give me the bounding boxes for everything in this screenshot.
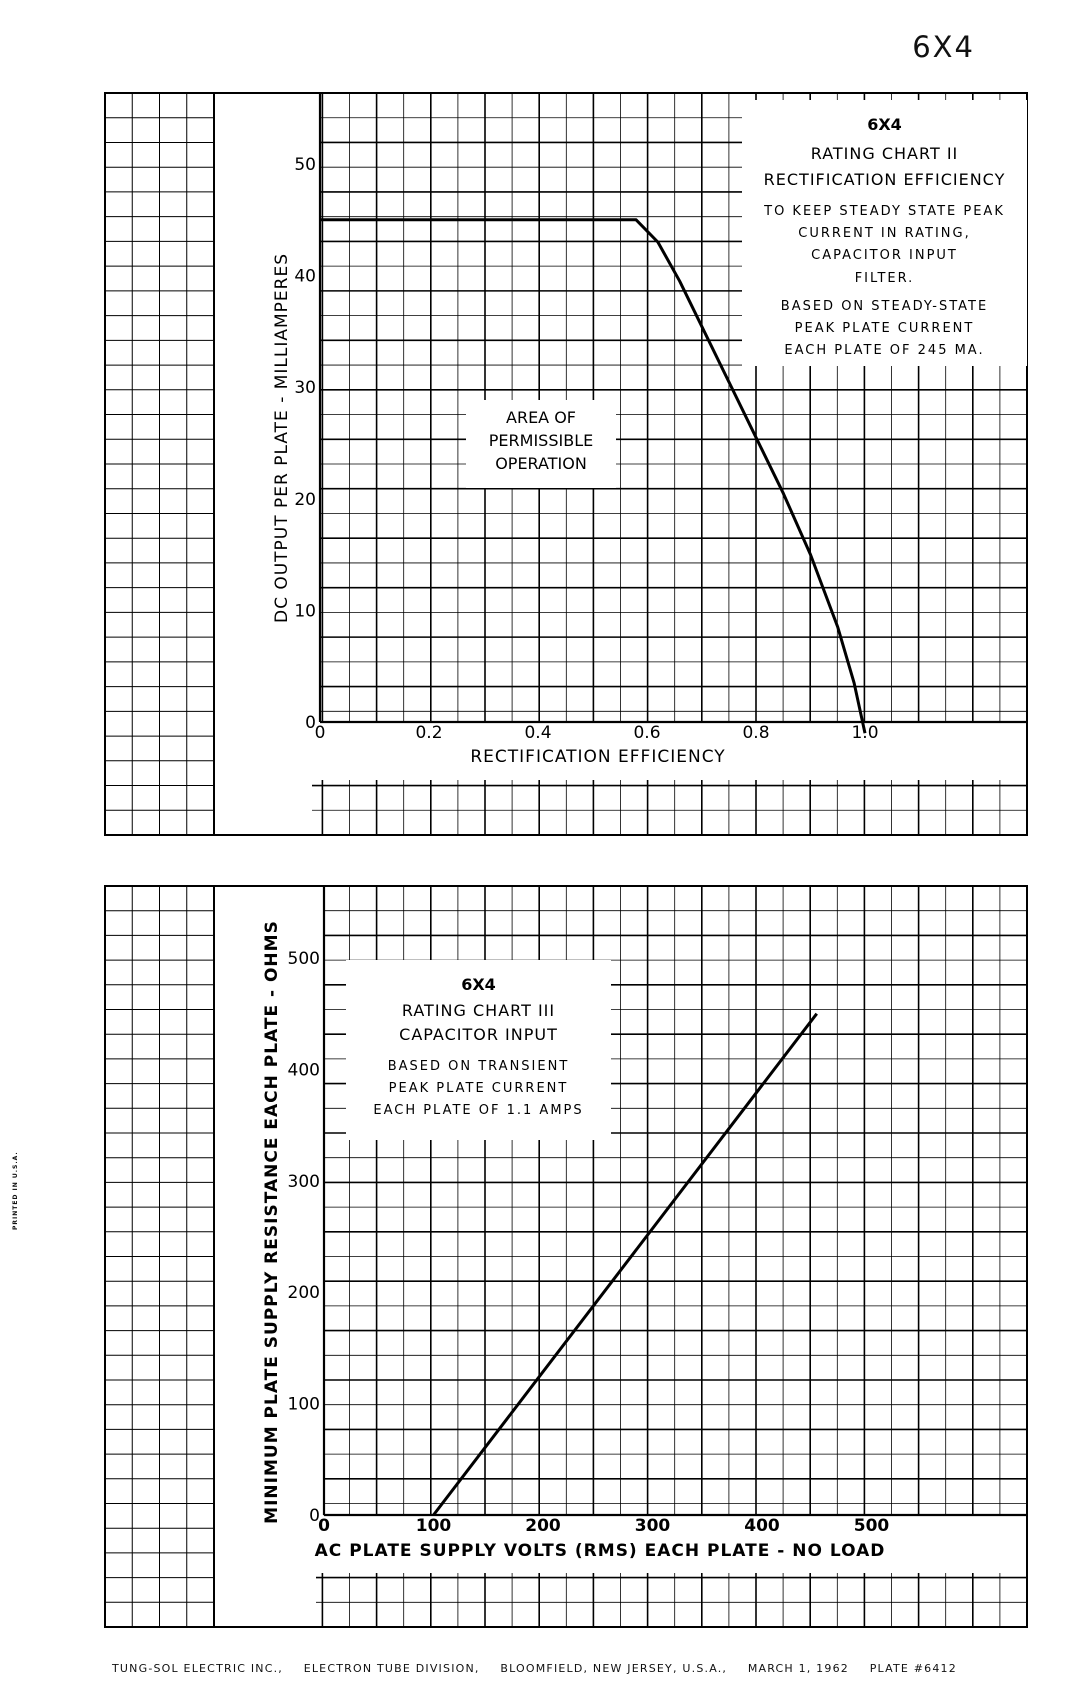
y-tick-label: 300 xyxy=(287,1171,320,1192)
y-tick-label: 500 xyxy=(287,949,320,969)
chart-note: PEAK PLATE CURRENT xyxy=(388,1081,569,1096)
y-tick-label: 50 xyxy=(294,155,316,175)
footer-location: BLOOMFIELD, NEW JERSEY, U.S.A., xyxy=(500,1662,728,1675)
y-tick-label: 20 xyxy=(294,489,316,510)
x-axis-label: AC PLATE SUPPLY VOLTS (RMS) EACH PLATE - NO LOAD xyxy=(314,1541,886,1561)
x-tick-label: 0.8 xyxy=(742,723,770,743)
footer-date: MARCH 1, 1962 xyxy=(747,1662,849,1675)
annotation-text: AREA OF xyxy=(506,408,576,427)
chart-title: 6X4 xyxy=(867,115,902,134)
chart-note: CAPACITOR INPUT xyxy=(811,248,958,263)
chart-subtitle: RATING CHART II xyxy=(810,144,959,163)
x-tick-label: 1.0 xyxy=(851,723,879,743)
chart-note: EACH PLATE OF 245 MA. xyxy=(784,343,985,358)
x-tick-label: 0.6 xyxy=(633,723,661,743)
y-axis-label-band xyxy=(215,94,319,834)
x-tick-label: 0 xyxy=(318,1516,330,1536)
y-tick-label: 10 xyxy=(294,601,316,622)
x-axis-label: RECTIFICATION EFFICIENCY xyxy=(470,747,726,767)
y-tick-label: 200 xyxy=(287,1283,320,1304)
chart-note: PEAK PLATE CURRENT xyxy=(794,321,975,336)
chart-subtitle: RATING CHART III xyxy=(401,1001,556,1020)
y-axis-label: MINIMUM PLATE SUPPLY RESISTANCE EACH PLATE - OHMS xyxy=(262,920,282,1524)
y-tick-label: 0 xyxy=(309,1506,320,1526)
chart-note: CURRENT IN RATING, xyxy=(798,226,971,241)
y-axis-label: DC OUTPUT PER PLATE - MILLIAMPERES xyxy=(272,252,292,624)
x-tick-label: 0 xyxy=(314,723,326,743)
x-tick-label: 400 xyxy=(744,1516,780,1536)
y-tick-label: 40 xyxy=(294,266,316,287)
chart-2 xyxy=(105,886,1027,1627)
footer-company: TUNG-SOL ELECTRIC INC., xyxy=(112,1662,283,1675)
printed-in-usa-mark: PRINTED IN U.S.A. xyxy=(12,1151,19,1230)
x-tick-label: 0.4 xyxy=(524,723,552,743)
y-tick-label: 100 xyxy=(287,1394,320,1415)
y-tick-label: 30 xyxy=(294,378,316,399)
chart-subtitle: CAPACITOR INPUT xyxy=(399,1025,558,1044)
page-title: 6X4 xyxy=(912,30,975,64)
x-tick-label: 0.2 xyxy=(415,723,443,743)
x-tick-label: 300 xyxy=(634,1516,671,1536)
x-tick-label: 500 xyxy=(853,1516,890,1536)
x-tick-label: 100 xyxy=(415,1516,452,1536)
chart-note: TO KEEP STEADY STATE PEAK xyxy=(764,204,1005,219)
y-tick-label: 0 xyxy=(305,713,316,733)
chart-note: EACH PLATE OF 1.1 AMPS xyxy=(373,1103,584,1118)
footer-division: ELECTRON TUBE DIVISION, xyxy=(303,1662,480,1675)
footer-plate: PLATE #6412 xyxy=(869,1662,957,1675)
y-tick-label: 400 xyxy=(287,1060,320,1081)
chart-1 xyxy=(105,93,1027,835)
chart-subtitle: RECTIFICATION EFFICIENCY xyxy=(763,170,1006,189)
chart-note: FILTER. xyxy=(854,271,915,286)
chart-note: BASED ON STEADY-STATE xyxy=(780,299,989,314)
chart-title: 6X4 xyxy=(461,975,496,994)
annotation-text: PERMISSIBLE xyxy=(488,431,594,450)
x-tick-label: 200 xyxy=(525,1516,561,1536)
chart-note: BASED ON TRANSIENT xyxy=(387,1059,570,1074)
footer xyxy=(112,1662,973,1675)
annotation-text: OPERATION xyxy=(495,454,587,473)
